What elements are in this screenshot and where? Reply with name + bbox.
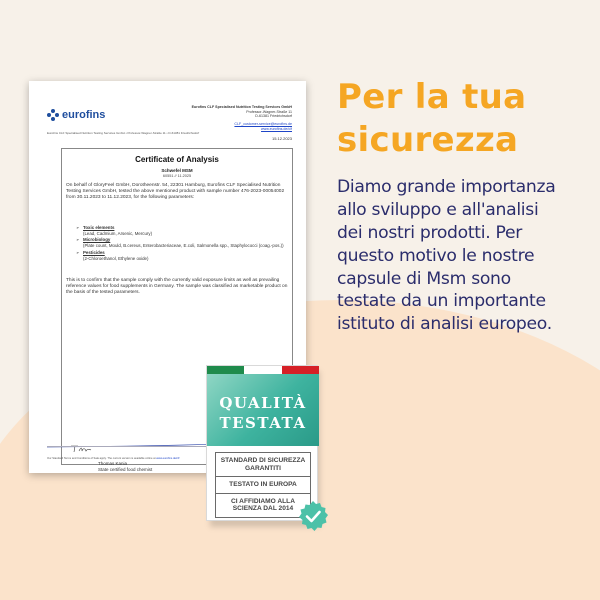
parameter-label: Pesticides xyxy=(83,249,105,255)
arrow-icon: ➢ xyxy=(76,237,80,243)
eurofins-logo xyxy=(47,109,105,121)
parameter-detail: (2-Chloroethanol, Ethylene oxide) xyxy=(83,255,149,261)
certificate-footer xyxy=(47,457,179,460)
quality-badge xyxy=(206,365,318,521)
description-line: allo sviluppo e all'analisi xyxy=(337,199,539,220)
footer-link[interactable]: www.eurofins.de/clf xyxy=(156,457,180,460)
parameter-detail: (Lead, Cadmium, Arsenic, Mercury) xyxy=(83,230,153,236)
description-line: testate da un importante xyxy=(337,291,546,312)
footer-text: Our Standard Terms and Conditions of Sale apply. The current version is available online at xyxy=(47,457,156,460)
eurofins-logo-icon xyxy=(47,109,59,121)
parameter-detail: (Plate count, Mould, B.cereus, Enterobacteriaceae, E.coli, Salmonella spp., Staphylococci (coag.-pos.)) xyxy=(83,243,284,249)
lab-address xyxy=(192,105,292,131)
parameter-label: Microbiology xyxy=(83,237,111,243)
badge-header xyxy=(207,374,319,446)
product-name: Schwefel MSM xyxy=(161,168,193,173)
lab-web-link[interactable]: www.eurofins.de/clf xyxy=(261,126,292,131)
product-code: 60551 // 11.2025 xyxy=(162,174,192,178)
description-line: Diamo grande importanza xyxy=(337,177,556,197)
check-badge-icon xyxy=(297,500,329,532)
description-line: dei nostri prodotti. Per xyxy=(337,222,523,243)
title-line-1: Per la tua xyxy=(337,77,527,117)
badge-claim: CI AFFIDIAMO ALLA SCIENZA DAL 2014 xyxy=(231,497,295,513)
certificate-intro: On behalf of GloryFeel GmbH, Dorotheenstr. 54, 22301 Hamburg, Eurofins CLF Specialised Nutrition Testing Services GmbH, tested the above mentioned product with sample number 476-2023-00054002 from 30.11.2023 to 11.12.2023, for the following parameters: xyxy=(66,183,285,200)
page-title xyxy=(337,76,526,161)
signer xyxy=(98,461,152,473)
certificate-conclusion: This is to confirm that the sample comply with the currently valid exposure limits as well as prevailing reference values for food supplements in Germany. The sample was classified as marketable product on the basis of the tested parameters. xyxy=(66,278,288,295)
badge-claim: STANDARD DI SICUREZZA GARANTITI xyxy=(216,453,310,477)
description-line: questo motivo le nostre xyxy=(337,245,535,266)
badge-title-1: QUALITÀ xyxy=(219,394,307,412)
italian-flag-icon xyxy=(207,366,319,374)
lab-street: Professor-Wagner-Straße 11 xyxy=(246,109,292,114)
arrow-icon: ➢ xyxy=(76,225,80,230)
parameter-list xyxy=(76,225,286,262)
parameter-label: Toxic elements xyxy=(83,225,115,230)
signer-name: Thomas Kania xyxy=(98,461,128,466)
title-line-2: sicurezza xyxy=(337,119,519,160)
certificate-date: 15.12.2023 xyxy=(271,136,292,141)
sender-line: Eurofins CLF Specialised Nutrition Testing Services GmbH • Professor-Wagner-Straße 11 • D-61381 Friedrichsdorf xyxy=(47,131,200,135)
badge-title-2: TESTATA xyxy=(219,414,307,432)
lab-city: D-61381 Friedrichsdorf xyxy=(255,114,292,119)
certificate-title: Certificate of Analysis xyxy=(135,155,219,164)
arrow-icon: ➢ xyxy=(76,249,80,255)
lab-company: Eurofins CLF Specialised Nutrition Testing Services GmbH xyxy=(191,105,292,109)
description-line: capsule di Msm sono xyxy=(337,268,511,289)
logo-text: eurofins xyxy=(62,109,106,121)
description-line: istituto di analisi europeo. xyxy=(337,314,552,335)
lab-email-link[interactable]: CLF_customer-service@eurofins.de xyxy=(234,122,292,127)
badge-claim: TESTATO IN EUROPA xyxy=(216,477,310,494)
signer-title: State certified food chemist xyxy=(98,466,153,472)
description xyxy=(337,176,587,336)
